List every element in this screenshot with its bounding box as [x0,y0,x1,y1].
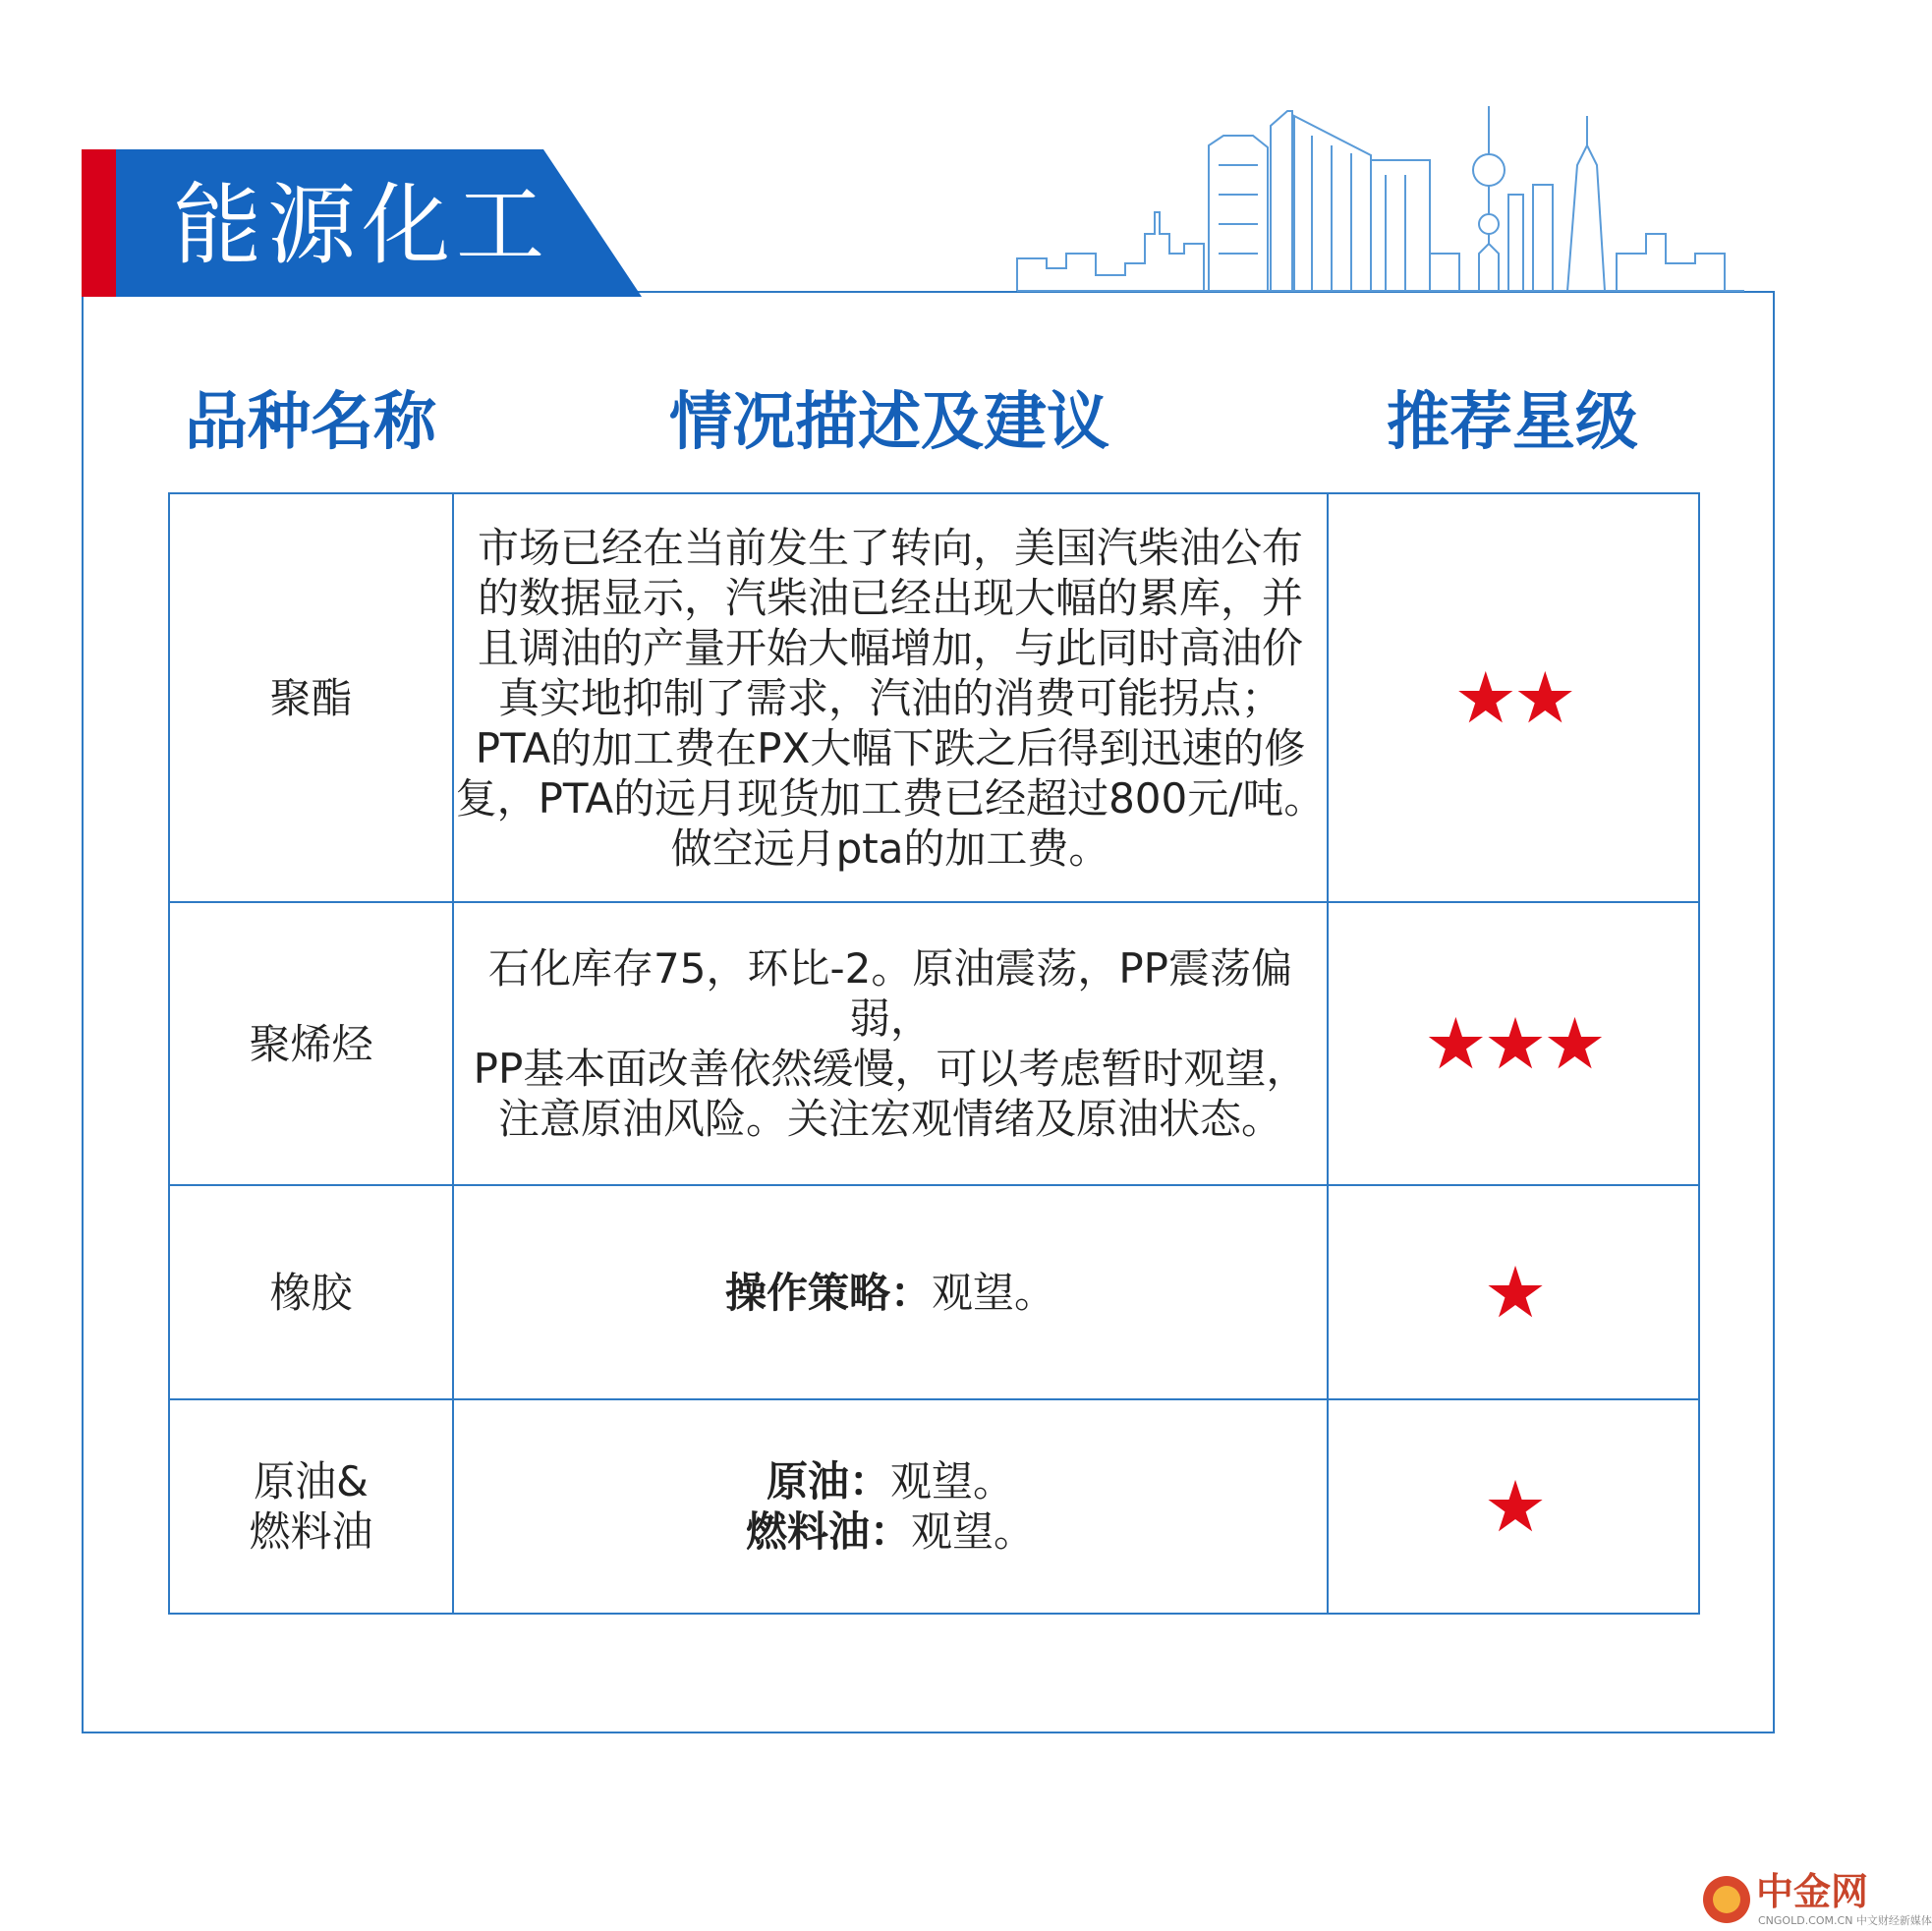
strategy-value: 观望。 [932,1268,1056,1317]
recommendation-table [168,492,1700,1615]
description-line: 做空远月pta的加工费。 [670,824,1110,873]
strategy-label: 燃料油： [745,1507,911,1556]
description-line: 石化库存75，环比-2。原油震荡，PP震荡偏弱， [488,944,1292,1043]
description-line: PTA的加工费在PX大幅下跌之后得到迅速的修 [475,723,1306,772]
logo-tagline: 中文财经新媒体 [1855,1914,1932,1927]
product-name-cell [169,1185,453,1399]
product-name-cell [169,493,453,902]
product-name: 橡胶 [269,1268,353,1317]
rating-cell [1328,1185,1699,1399]
column-header-description: 情况描述及建议 [669,386,1109,459]
strategy-value: 观望。 [911,1507,1036,1556]
strategy-value: 观望。 [890,1457,1015,1505]
section-title-banner [82,149,642,297]
product-name: 聚烯烃 [249,1019,373,1068]
star-rating: ★★ [1453,656,1573,739]
rating-cell [1328,1399,1699,1614]
section-title: 能源化工 [173,174,550,277]
description-cell [453,1185,1328,1399]
strategy-label: 原油： [766,1457,890,1505]
logo-name: 中金网 [1756,1870,1869,1913]
strategy-item [454,1456,1327,1506]
product-name: 燃料油 [249,1507,373,1556]
description-cell [453,493,1328,902]
description-line: 且调油的产量开始大幅增加，与此同时高油价 [477,623,1303,672]
product-name: 聚酯 [269,673,353,722]
star-rating: ★★★ [1424,1002,1603,1085]
description-line: 市场已经在当前发生了转向，美国汽柴油公布 [477,523,1303,572]
description-line: 注意原油风险。关注宏观情绪及原油状态。 [497,1095,1282,1143]
logo-mark-icon [1703,1876,1750,1923]
strategy-item [454,1506,1327,1557]
logo-domain: CNGOLD.COM.CN 中文财经新媒体 [1758,1914,1932,1927]
description-cell [453,902,1328,1185]
star-rating: ★ [1483,1251,1544,1334]
description-line: PP基本面改善依然缓慢，可以考虑暂时观望， [473,1045,1308,1093]
rating-cell [1328,902,1699,1185]
description-line: 的数据显示，汽柴油已经出现大幅的累库，并 [477,573,1303,622]
table-row [169,902,1699,1185]
strategy-label: 操作策略： [724,1268,932,1317]
product-name-cell [169,1399,453,1614]
star-rating: ★ [1483,1465,1544,1548]
column-header-name: 品种名称 [185,386,436,459]
table-row [169,1399,1699,1614]
description-line: 真实地抑制了需求，汽油的消费可能拐点； [497,673,1282,722]
rating-cell [1328,493,1699,902]
table-row [169,493,1699,902]
city-skyline-illustration [1017,106,1744,293]
product-name: 原油& [254,1457,369,1505]
description-line: 复，PTA的远月现货加工费已经超过800元/吨。 [455,773,1326,823]
column-header-rating: 推荐星级 [1387,386,1638,459]
description-cell [453,1399,1328,1614]
product-name-cell [169,902,453,1185]
table-row [169,1185,1699,1399]
brand-logo [1703,1870,1932,1927]
